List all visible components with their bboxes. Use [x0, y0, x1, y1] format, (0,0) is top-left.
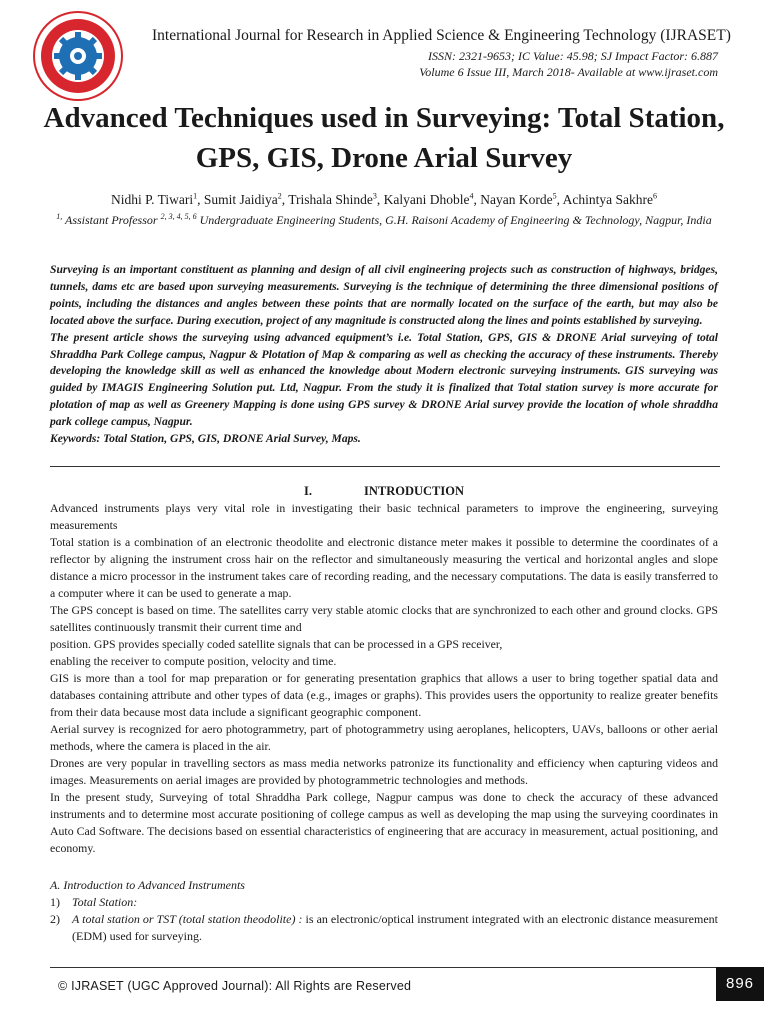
journal-logo-gear-icon [30, 8, 126, 104]
section-heading [0, 484, 768, 499]
list-text: is an electronic/optical instrument integrated with an electronic distance measurement (EDM) used for surveying. [72, 912, 718, 943]
journal-logo [30, 8, 126, 104]
body-paragraph: GIS is more than a tool for map preparation or for generating presentation graphics that allows a user to bring together spatial data and databases containing attribute and other types of data (e.g., images or graphs). This provides users the opportunity to realize greater benefits from their data because most data include a significant geographic component. [50, 671, 718, 719]
author-name: Nidhi P. Tiwari [110, 192, 194, 207]
list-item [50, 894, 718, 911]
author-sup: 6 [653, 191, 658, 201]
body-paragraph: Total station is a combination of an electronic theodolite and electronic distance meter makes it possible to determine the coordinates of a reflector by aligning the instrument cross hair on the reflector and simultaneously measuring the vertical and horizontal angles and slope distance a micro processor in the instrument takes care of recording reading, and the necessary computations. The data is easily transferred to a computer where it can be used to generate a map. [50, 535, 718, 600]
list-text: Total Station: [72, 895, 138, 909]
affiliation-sup: 2, 3, 4, 5, 6 [160, 212, 197, 221]
author-sup: 4 [469, 191, 474, 201]
body-paragraph: Drones are very popular in travelling sectors as mass media networks patronize its functionality and efficiency when capturing videos and images. Measurements on aerial images are provided by photogrammetric technologies and methods. [50, 756, 718, 787]
volume-line: Volume 6 Issue III, March 2018- Available at www.ijraset.com [419, 65, 718, 79]
abstract [50, 262, 718, 448]
body-paragraph: enabling the receiver to compute position, velocity and time. [50, 654, 337, 668]
author-name: Trishala Shinde [288, 192, 373, 207]
body-paragraph: Advanced instruments plays very vital role in investigating their basic technical parameters to improve the engineering, surveying measurements [50, 501, 718, 532]
author-sup: 2 [277, 191, 282, 201]
body-paragraph: position. GPS provides specially coded satellite signals that can be processed in a GPS receiver, [50, 637, 503, 651]
author-name: Achintya Sakhre [562, 192, 654, 207]
list-lead: A total station or TST (total station theodolite) : [72, 912, 303, 926]
body-paragraph: The GPS concept is based on time. The satellites carry very stable atomic clocks that are synchronized to each other and ground clocks. GPS satellites continuously transmit their current time and [50, 603, 718, 634]
journal-title: International Journal for Research in Applied Science & Engineering Technology (IJRASET) [152, 27, 731, 44]
list-item [50, 911, 718, 945]
subsection-heading: A. Introduction to Advanced Instruments [50, 878, 245, 892]
abstract-divider [50, 466, 720, 467]
introduction-body [50, 500, 718, 857]
affiliation [50, 212, 718, 229]
author-name: Sumit Jaidiya [203, 192, 278, 207]
abstract-paragraph: Surveying is an important constituent as planning and design of all civil engineering projects such as construction of highways, bridges, tunnels, dams etc are based upon surveying measurements. Surveying is the technique of determining the three dimensional positions of points, including the distances and angles between these points that are normally located on the surface of the earth, but may also be located above the surface. During execution, project of any magnitude is constructed along the lines and points established by surveying. [50, 263, 718, 327]
instrument-list [50, 894, 718, 945]
section-number: I. [303, 484, 312, 498]
issn-line: ISSN: 2321-9653; IC Value: 45.98; SJ Impact Factor: 6.887 [428, 49, 718, 63]
affiliation-text: Undergraduate Engineering Students, G.H. Raisoni Academy of Engineering & Technology, Nagpur, India [196, 213, 712, 227]
footer-divider [50, 967, 718, 968]
copyright-notice: © IJRASET (UGC Approved Journal): All Rights are Reserved [58, 979, 412, 993]
list-number: 1) [50, 895, 60, 909]
list-number: 2) [50, 912, 60, 926]
page-number: 896 [716, 967, 764, 1001]
paper-title: Advanced Techniques used in Surveying: Total Station, GPS, GIS, Drone Arial Survey [43, 102, 725, 174]
author-name: Kalyani Dhoble [383, 192, 470, 207]
author-sup: 1 [193, 191, 198, 201]
author-name: Nayan Korde [480, 192, 553, 207]
keywords: Keywords: Total Station, GPS, GIS, DRONE Arial Survey, Maps. [50, 432, 361, 446]
section-title: INTRODUCTION [363, 484, 464, 498]
author-list: Nidhi P. Tiwari$^1$, Sumit Jaidiya$^2$, Trishala Shinde$^3$, Kalyani Dhoble$^4$, Nayan Korde$^5$, Achintya Sakhre$^6$ [110, 191, 658, 207]
abstract-paragraph: The present article shows the surveying using advanced equipment’s i.e. Total Station, GPS, GIS & DRONE Arial surveying of total Shraddha Park College campus, Nagpur & Plotation of Map & comparing as well as checking the accuracy of these instruments. Thereby developing the knowledge skill as well as enhanced the knowledge about Modern electronic surveying instruments. GIS surveying was guided by IMAGIS Engineering Solution put. Ltd, Nagpur. From the study it is finalized that Total station survey is more accurate for plotation of map as well as Greenery Mapping is done using GPS survey & DRONE Arial survey provide the location of whole shraddha park college campus, Nagpur. [50, 330, 718, 429]
author-sup: 5 [552, 191, 557, 201]
affiliation-text: Assistant Professor [62, 213, 161, 227]
affiliation-sup: 1, [56, 212, 63, 221]
author-sup: 3 [372, 191, 377, 201]
body-paragraph: In the present study, Surveying of total Shraddha Park college, Nagpur campus was done to check the accuracy of these advanced instruments and to determine most accurate positioning of college campus as well as developing the map using the surveying coordinates in Auto Cad Software. The decisions based on essential characteristics of engineering that are accuracy in measurement, actual positioning, and economy. [50, 790, 718, 855]
body-paragraph: Aerial survey is recognized for aero photogrammetry, part of photogrammetry using aeroplanes, helicopters, UAVs, balloons or other aerial methods, where the camera is placed in the air. [50, 722, 718, 753]
